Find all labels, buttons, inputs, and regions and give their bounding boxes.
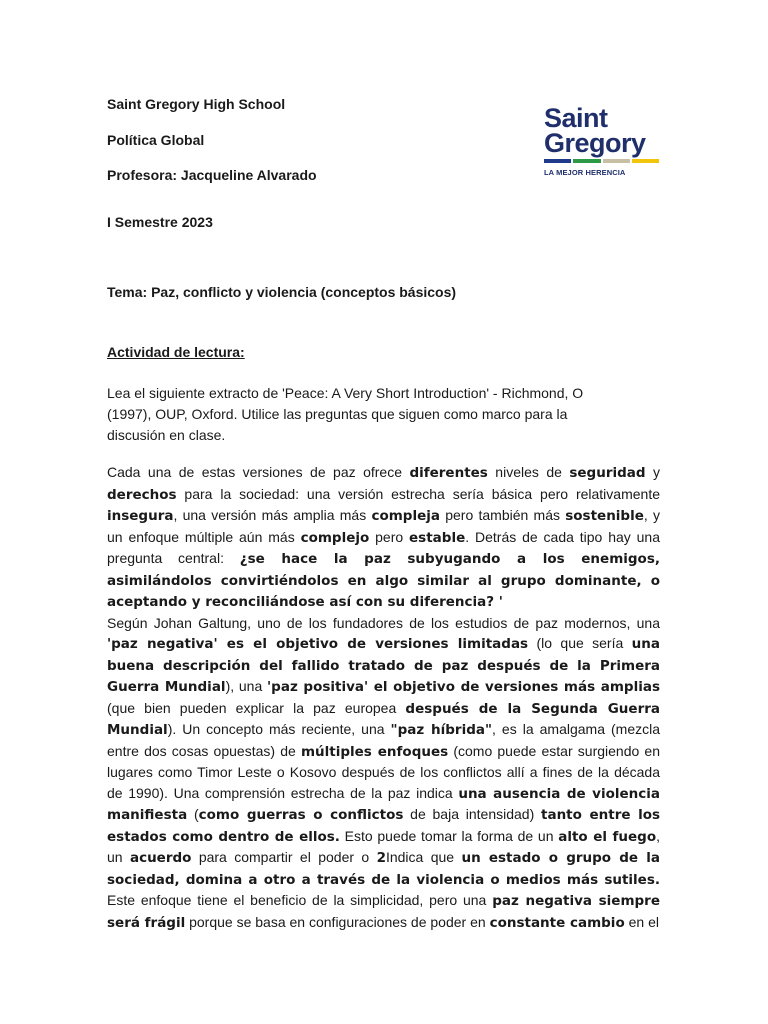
bold-text: insegura — [107, 508, 174, 524]
bold-text: seguridad — [569, 465, 646, 481]
body-text: (que bien pueden explicar la paz europea — [107, 699, 406, 716]
semester: I Semestre 2023 — [107, 214, 213, 230]
body-text: pero — [369, 528, 410, 545]
bold-text: "paz híbrida" — [390, 722, 493, 738]
bold-text: compleja — [371, 508, 440, 524]
body-text: , un — [107, 827, 660, 865]
body-text: ), una — [225, 678, 268, 694]
bold-text: múltiples enfoques — [300, 743, 449, 760]
course-name: Política Global — [107, 132, 205, 148]
body-text: porque se basa en configuraciones de poder en — [185, 913, 490, 930]
teacher-name: Profesora: Jacqueline Alvarado — [107, 167, 317, 183]
body-text: Cada una de estas versiones de paz ofrece — [107, 464, 410, 480]
bold-text: como guerras o conflictos — [198, 807, 404, 823]
body-paragraph — [107, 462, 660, 933]
bold-text: 'paz negativa' es el objetivo de versiones limitadas — [107, 636, 529, 652]
body-text: , una versión más amplia más — [173, 507, 372, 523]
body-text: Según Johan Galtung, uno de los fundadores de los estudios de paz modernos, una — [107, 614, 660, 631]
logo-line-1: Saint — [544, 103, 608, 133]
bold-text: derechos — [107, 486, 177, 503]
logo-bar — [603, 159, 630, 163]
bold-text: una buena descripción del fallido tratado de paz después de la Primera Guerra Mundial — [107, 636, 660, 695]
activity-title: Actividad de lectura: — [107, 344, 245, 360]
body-text: Este enfoque tiene el beneficio de la simplicidad, pero una — [107, 892, 493, 908]
logo-bar — [573, 159, 600, 163]
bold-text: ¿se hace la paz subyugando a los enemigos, asimilándolos convirtiéndolos en algo similar al grupo dominante, o aceptando y reconciliándose así con su diferencia? ' — [107, 551, 660, 610]
body-text: y — [645, 464, 661, 480]
logo-tagline: LA MEJOR HERENCIA — [544, 168, 626, 177]
bold-text: diferentes — [409, 465, 488, 481]
body-text: Esto puede tomar la forma de un — [339, 827, 559, 844]
logo-color-bars — [544, 159, 659, 163]
body-text: para compartir el poder o — [191, 849, 377, 865]
body-text: ( — [187, 806, 199, 822]
bold-text: un estado o grupo de la sociedad, domina a otro a través de la violencia o medios más sutiles. — [107, 850, 661, 888]
body-text: , es la amalgama (mezcla entre dos cosas opuestas) de — [107, 721, 661, 759]
bold-text: estable — [409, 529, 466, 546]
body-text: niveles de — [487, 464, 570, 480]
body-text: Indica que — [385, 849, 462, 865]
school-name: Saint Gregory High School — [107, 96, 286, 112]
bold-text: una ausencia de violencia manifiesta — [107, 785, 660, 823]
body-text: para la sociedad: una versión estrecha sería básica pero relativamente — [176, 485, 660, 502]
bold-text: 2 — [376, 850, 386, 866]
bold-text: sostenible — [565, 508, 644, 524]
bold-text: paz negativa siempre será frágil — [107, 893, 660, 931]
bold-text: tanto entre los estados como dentro de ellos. — [107, 807, 661, 845]
bold-text: después de la Segunda Guerra Mundial — [107, 700, 660, 738]
body-text: de baja intensidad) — [403, 806, 541, 822]
intro-paragraph: Lea el siguiente extracto de 'Peace: A Very Short Introduction' - Richmond, O (1997), OUP, Oxford. Utilice las preguntas que siguen como marco para la discusión en clase. — [107, 385, 584, 443]
body-text: . Detrás de cada tipo hay una pregunta central: — [107, 528, 660, 566]
body-text: pero también más — [439, 507, 566, 523]
bold-text: constante cambio — [489, 914, 625, 931]
bold-text: complejo — [300, 529, 370, 546]
body-text: (como puede estar surgiendo en lugares como Timor Leste o Kosovo después de los conflictos allí a fines de la década de 1990). Una comprensión estrecha de la paz indica — [107, 742, 661, 801]
body-text: (lo que sería — [528, 635, 632, 651]
body-text: ). Un concepto más reciente, una — [167, 721, 391, 737]
logo-bar — [544, 159, 571, 163]
body-text: , y un enfoque múltiple aún más — [107, 507, 661, 545]
bold-text: acuerdo — [129, 850, 192, 866]
logo-bar — [632, 159, 659, 163]
body-text: en el — [624, 913, 659, 930]
topic-title: Tema: Paz, conflicto y violencia (conceptos básicos) — [107, 284, 457, 300]
bold-text: 'paz positiva' el objetivo de versiones más amplias — [267, 679, 660, 695]
logo-line-2: Gregory — [544, 128, 646, 158]
school-logo — [544, 103, 664, 186]
bold-text: alto el fuego — [558, 828, 657, 845]
